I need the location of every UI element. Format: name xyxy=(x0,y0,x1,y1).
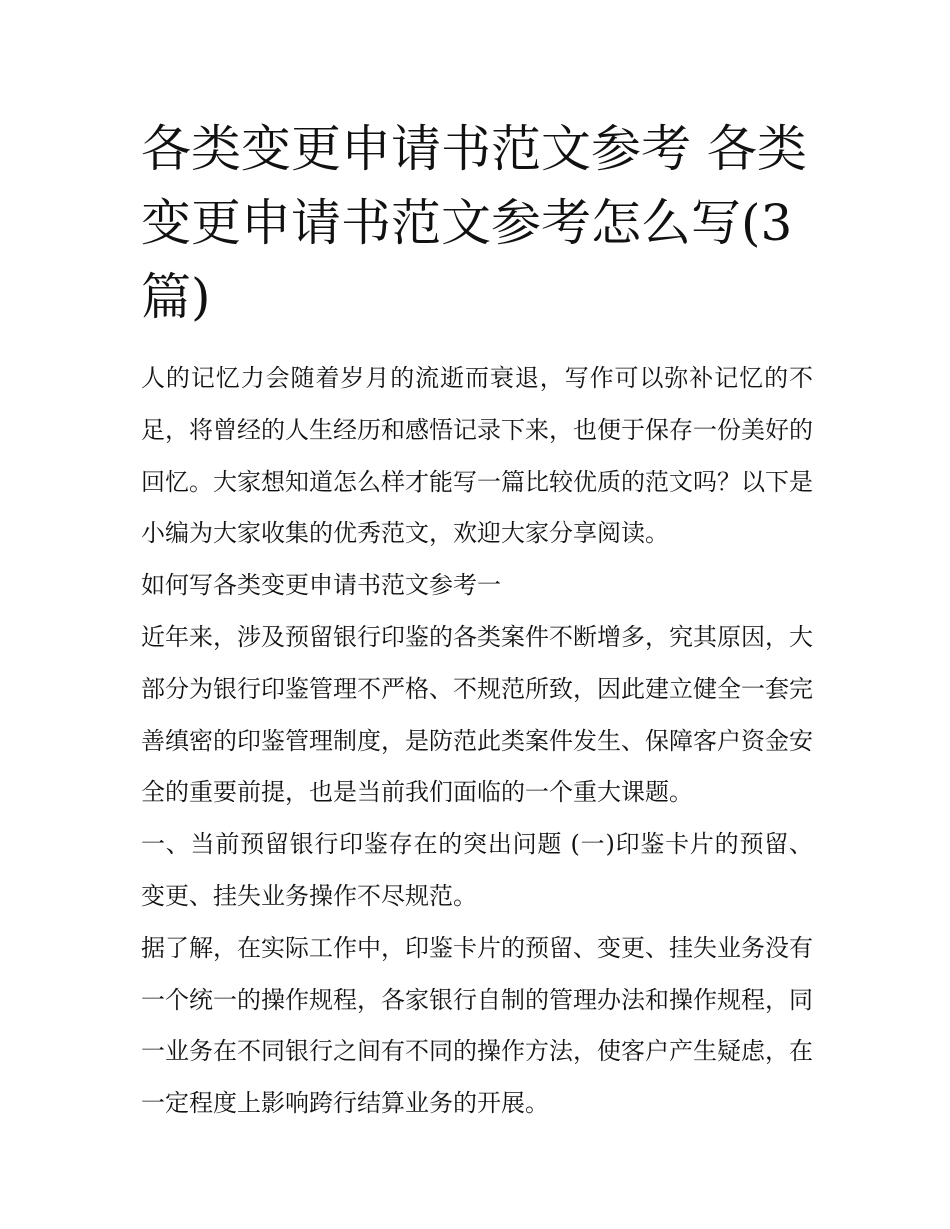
document-body xyxy=(141,353,813,1130)
body-paragraph: 近年来，涉及预留银行印鉴的各类案件不断增多，究其原因，大部分为银行印鉴管理不严格、不规范所致，因此建立健全一套完善缜密的印鉴管理制度，是防范此类案件发生、保障客户资金安全的重要前提，也是当前我们面临的一个重大课题。 xyxy=(141,622,813,807)
intro-paragraph: 人的记忆力会随着岁月的流逝而衰退，写作可以弥补记忆的不足，将曾经的人生经历和感悟记录下来，也便于保存一份美好的回忆。大家想知道怎么样才能写一篇比较优质的范文吗？以下是小编为大家收集的优秀范文，欢迎大家分享阅读。 xyxy=(141,364,813,548)
section-heading: 如何写各类变更申请书范文参考一 xyxy=(141,571,501,600)
body-paragraph: 据了解，在实际工作中，印鉴卡片的预留、变更、挂失业务没有一个统一的操作规程，各家银行自制的管理办法和操作规程，同一业务在不同银行之间有不同的操作方法，使客户产生疑虑，在一定程度上影响跨行结算业务的开展。 xyxy=(141,933,813,1118)
subsection-heading: 一、当前预留银行印鉴存在的突出问题 (一)印鉴卡片的预留、变更、挂失业务操作不尽规范。 xyxy=(141,830,813,910)
document-title: 各类变更申请书范文参考 各类变更申请书范文参考怎么写(3篇) xyxy=(141,120,807,326)
